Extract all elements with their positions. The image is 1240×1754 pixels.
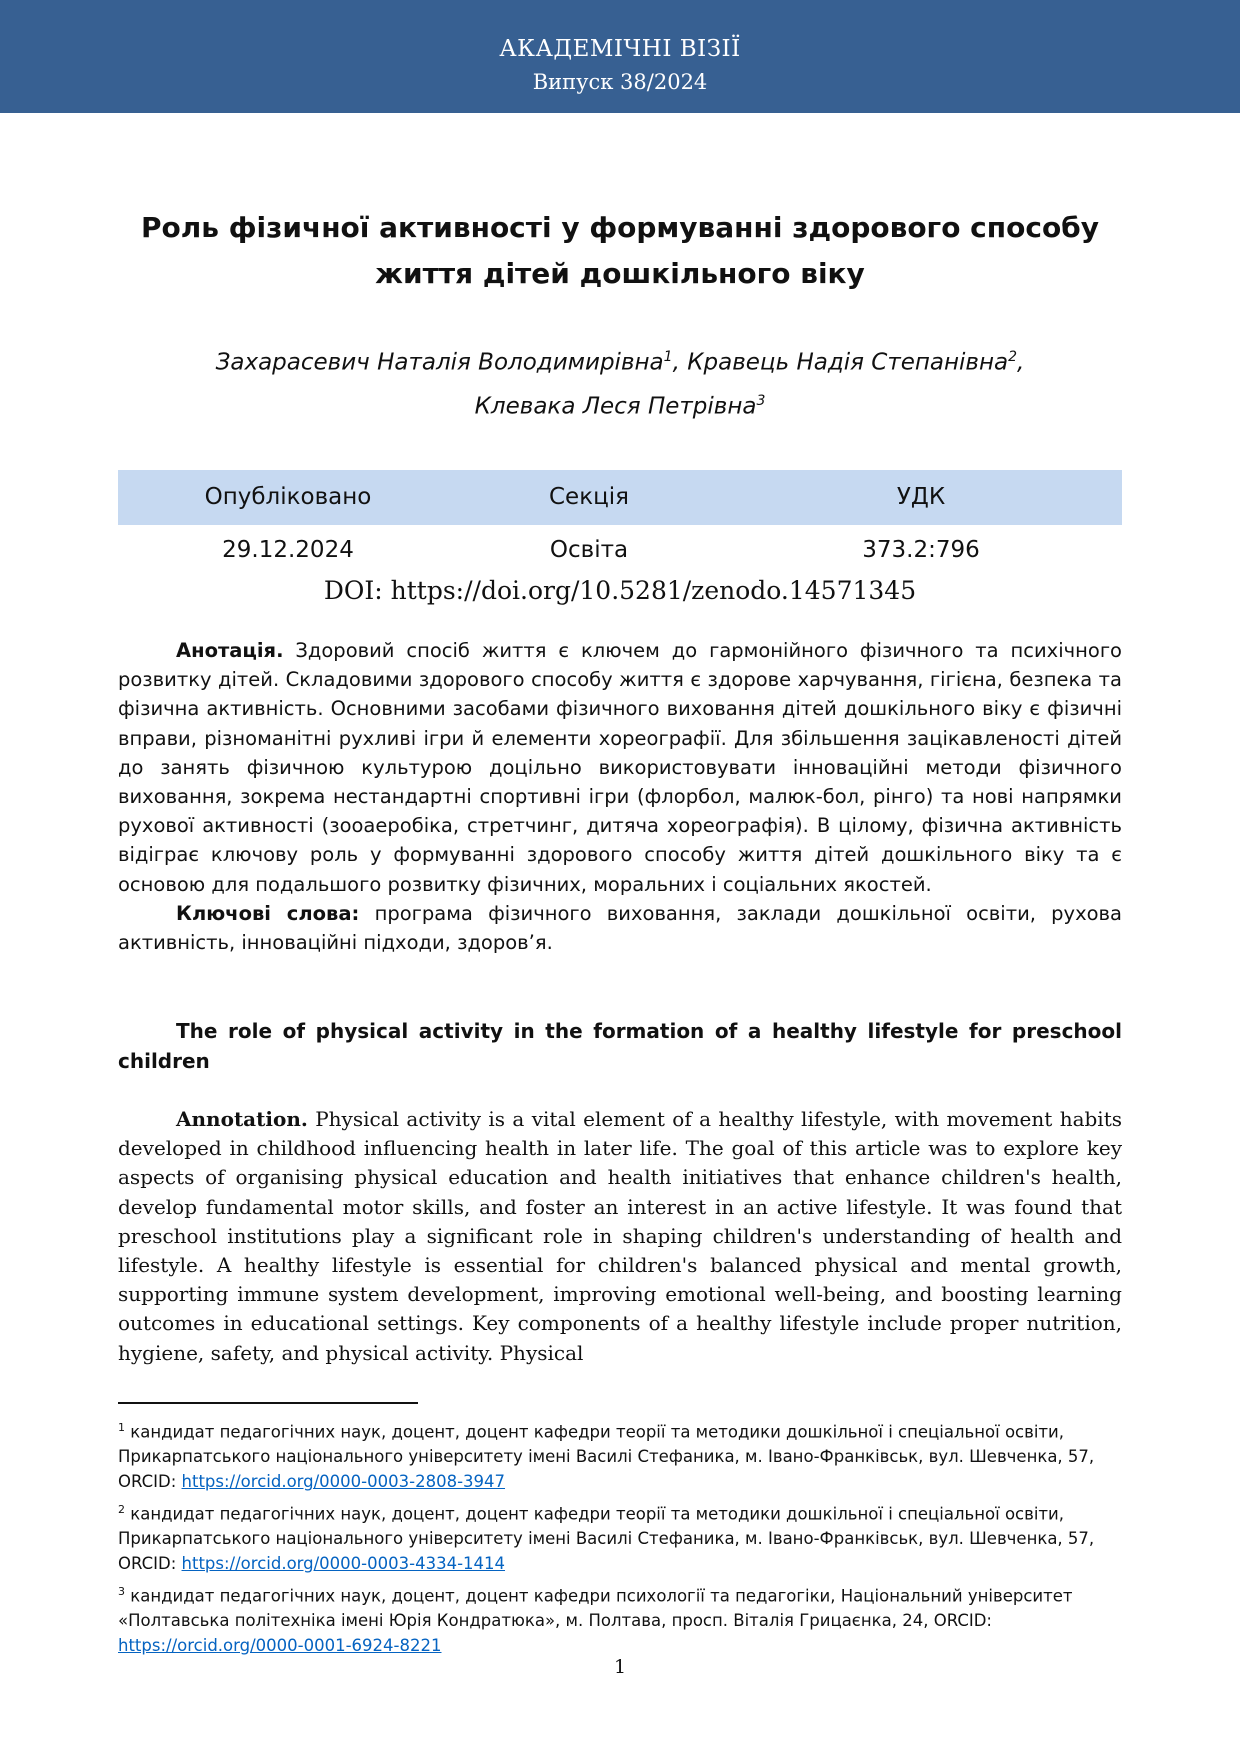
author-1: Захарасевич Наталія Володимирівна bbox=[215, 349, 664, 376]
keywords-ua bbox=[118, 899, 1122, 957]
author-separator: , bbox=[1017, 349, 1025, 376]
footnotes bbox=[118, 1416, 1128, 1662]
keywords-ua-text: програма фізичного виховання, заклади дошкільної освіти, рухова активність, інноваційні підходи, здоров’я. bbox=[118, 901, 1122, 955]
journal-issue: Випуск 38/2024 bbox=[532, 70, 708, 94]
meta-value-row bbox=[118, 525, 1122, 571]
abstract-ua bbox=[118, 636, 1122, 899]
meta-header-published: Опубліковано bbox=[204, 484, 372, 510]
footnote-number: 1 bbox=[118, 1421, 125, 1434]
footnote-2 bbox=[118, 1498, 1128, 1577]
author-2: Кравець Надія Степанівна bbox=[687, 349, 1009, 376]
meta-header-section: Секція bbox=[549, 484, 629, 510]
orcid-link-2[interactable]: https://orcid.org/0000-0003-4334-1414 bbox=[181, 1553, 506, 1573]
keywords-ua-label: Ключові слова: bbox=[176, 901, 360, 925]
author-list bbox=[118, 338, 1122, 425]
doi-line[interactable]: DOI: https://doi.org/10.5281/zenodo.14571345 bbox=[323, 576, 917, 605]
footnote-divider bbox=[118, 1402, 418, 1404]
author-separator: , bbox=[672, 349, 680, 376]
journal-name: АКАДЕМІЧНІ ВІЗІЇ bbox=[499, 36, 741, 62]
footnote-text: кандидат педагогічних наук, доцент, доцент кафедри теорії та методики дошкільної і спеціальної освіти, Прикарпатського національного університету імені Василі Стефаника, м. Івано-Франківськ, вул. Шевченка, 57, ORCID: bbox=[118, 1504, 1095, 1573]
orcid-link-1[interactable]: https://orcid.org/0000-0003-2808-3947 bbox=[181, 1472, 506, 1492]
publication-meta-table bbox=[118, 470, 1122, 571]
author-1-footnote-ref[interactable]: 1 bbox=[663, 349, 673, 365]
abstract-en-label: Annotation. bbox=[176, 1107, 308, 1131]
footnote-text: кандидат педагогічних наук, доцент, доцент кафедри психології та педагогіки, Національний університет «Полтавська політехніка імені Юрія Кондратюка», м. Полтава, просп. Віталія Грицаєнка, 24, ORCID: bbox=[118, 1586, 1073, 1631]
meta-header-udc: УДК bbox=[896, 484, 946, 510]
ukrainian-abstract-block bbox=[118, 636, 1122, 957]
english-title: The role of physical activity in the formation of a healthy lifestyle for preschool children bbox=[118, 1019, 1122, 1073]
author-3: Клевака Леся Петрівна bbox=[474, 393, 757, 420]
author-3-footnote-ref[interactable]: 3 bbox=[756, 392, 766, 409]
footnote-3 bbox=[118, 1580, 1128, 1659]
journal-header-band bbox=[0, 0, 1240, 113]
meta-value-udc: 373.2:796 bbox=[862, 537, 980, 563]
abstract-ua-text: Здоровий спосіб життя є ключем до гармонійного фізичного та психічного розвитку дітей. Складовими здорового способу життя є здорове харчування, гігієна, безпека та фізична активність. Основними засобами фізичного виховання дітей дошкільного віку є фізичні вправи, різноманітні рухливі ігри й елементи хореографії. Для збільшення зацікавленості дітей до занять фізичною культурою доцільно використовувати інноваційні методи фізичного виховання, зокрема нестандартні спортивні ігри (флорбол, малюк-бол, рінго) та нові напрямки рухової активності (зооаеробіка, стретчинг, дитяча хореографія). В цілому, фізична активність відіграє ключову роль у формуванні здорового способу життя дітей дошкільного віку та є основою для подальшого розвитку фізичних, моральних і соціальних якостей. bbox=[118, 639, 1122, 896]
abstract-en bbox=[118, 1105, 1122, 1368]
meta-value-published: 29.12.2024 bbox=[222, 537, 354, 563]
meta-value-section: Освіта bbox=[549, 537, 629, 563]
article-title: Роль фізичної активності у формуванні здорового способу життя дітей дошкільного віку bbox=[141, 211, 1099, 290]
footnote-text: кандидат педагогічних наук, доцент, доцент кафедри теорії та методики дошкільної і спеціальної освіти, Прикарпатського національного університету імені Василі Стефаника, м. Івано-Франківськ, вул. Шевченка, 57, ORCID: bbox=[118, 1422, 1095, 1492]
orcid-link-3[interactable]: https://orcid.org/0000-0001-6924-8221 bbox=[118, 1635, 442, 1655]
abstract-ua-label: Анотація. bbox=[176, 639, 284, 662]
footnote-number: 2 bbox=[118, 1502, 125, 1516]
author-2-footnote-ref[interactable]: 2 bbox=[1008, 349, 1018, 365]
english-abstract-block bbox=[118, 1105, 1122, 1368]
meta-header-row bbox=[118, 470, 1122, 525]
footnote-1 bbox=[118, 1416, 1128, 1495]
page-number: 1 bbox=[613, 1656, 627, 1678]
abstract-en-text: Physical activity is a vital element of a healthy lifestyle, with movement habits developed in childhood influencing health in later life. The goal of this article was to explore key aspects of organising physical education and health initiatives that enhance children's health, develop fundamental motor skills, and foster an interest in an active lifestyle. It was found that preschool institutions play a significant role in shaping children's understanding of health and lifestyle. A healthy lifestyle is essential for children's balanced physical and mental growth, supporting immune system development, improving emotional well-being, and boosting learning outcomes in educational settings. Key components of a healthy lifestyle include proper nutrition, hygiene, safety, and physical activity. Physical bbox=[118, 1107, 1122, 1365]
footnote-number: 3 bbox=[118, 1584, 125, 1598]
